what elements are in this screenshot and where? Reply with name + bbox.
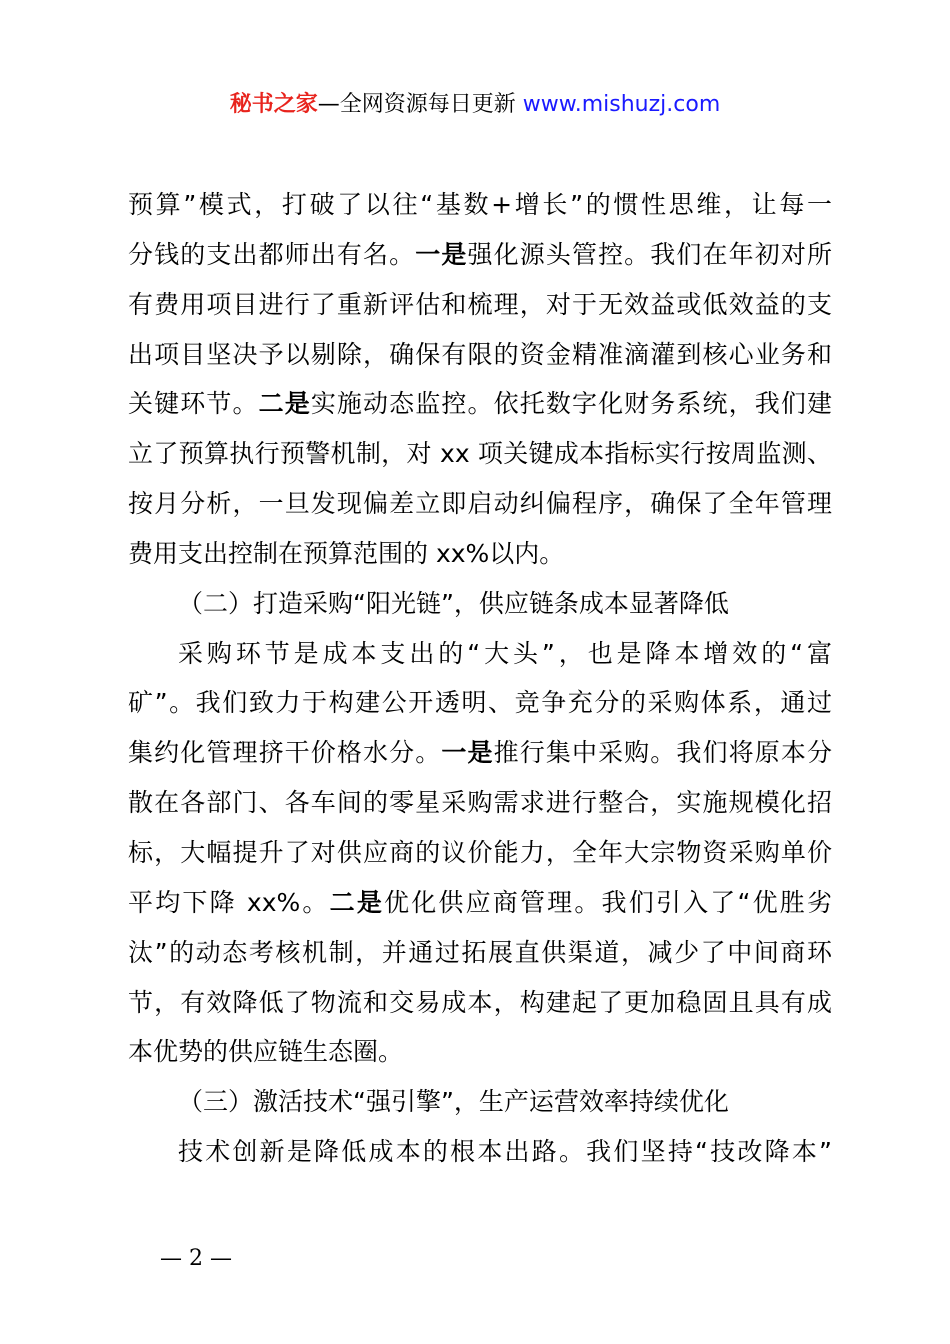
document-body <box>128 180 832 1177</box>
paragraph-line <box>128 978 832 1028</box>
paragraph-line <box>128 379 832 429</box>
brand-name: 秘书之家 <box>229 92 318 117</box>
paragraph-line <box>128 1027 832 1077</box>
text-segment: 实施动态监控。依托数字化财务系统，我们建 <box>310 389 832 419</box>
paragraph-line <box>128 429 832 479</box>
text-segment: 技术创新是降低成本的根本出路。我们坚持“技改降本” <box>178 1137 832 1167</box>
paragraph-line <box>128 280 832 330</box>
paragraph-line <box>128 629 832 679</box>
text-segment: 有费用项目进行了重新评估和梳理，对于无效益或低效益的支 <box>128 289 832 319</box>
paragraph-line <box>128 828 832 878</box>
text-segment: 采购环节是成本支出的“大头”，也是降本增效的“富 <box>178 638 832 668</box>
text-segment: 按月分析，一旦发现偏差立即启动纠偏程序，确保了全年管理 <box>128 489 832 519</box>
site-header <box>0 88 950 122</box>
text-segment: 出项目坚决予以剔除，确保有限的资金精准滴灌到核心业务和 <box>128 339 832 369</box>
emphasis-text: 二是 <box>329 887 385 917</box>
text-segment: 强化源头管控。我们在年初对所 <box>467 239 832 269</box>
paragraph-line <box>128 180 832 230</box>
paragraph-line <box>128 230 832 280</box>
text-segment: 关键环节。 <box>128 389 259 419</box>
paragraph-line <box>128 1127 832 1177</box>
header-tagline: —全网资源每日更新 <box>317 92 523 117</box>
text-segment: 推行集中采购。我们将原本分 <box>493 738 832 768</box>
text-segment: 矿”。我们致力于构建公开透明、竞争充分的采购体系，通过 <box>128 688 832 718</box>
paragraph-line <box>128 778 832 828</box>
paragraph-line <box>128 529 832 579</box>
emphasis-text: 一是 <box>441 738 494 768</box>
text-segment: 本优势的供应链生态圈。 <box>128 1037 404 1067</box>
emphasis-text: 一是 <box>415 239 468 269</box>
paragraph-line <box>128 678 832 728</box>
paragraph-line <box>128 728 832 778</box>
text-segment: 标，大幅提升了对供应商的议价能力，全年大宗物资采购单价 <box>128 837 832 867</box>
paragraph-line <box>128 479 832 529</box>
section-heading-line <box>128 1077 832 1127</box>
site-url-link[interactable]: www.mishuzj.com <box>522 92 721 117</box>
page-number: — 2 — <box>160 1246 232 1271</box>
text-segment: （二）打造采购“阳光链”，供应链条成本显著降低 <box>178 588 729 618</box>
text-segment: （三）激活技术“强引擎”，生产运营效率持续优化 <box>178 1087 729 1117</box>
paragraph-line <box>128 878 832 928</box>
section-heading-line <box>128 579 832 629</box>
text-segment: 节，有效降低了物流和交易成本，构建起了更加稳固且具有成 <box>128 987 832 1017</box>
text-segment: 平均下降 xx%。 <box>128 887 330 917</box>
text-segment: 集约化管理挤干价格水分。 <box>128 738 442 768</box>
text-segment: 散在各部门、各车间的零星采购需求进行整合，实施规模化招 <box>128 788 832 818</box>
paragraph-line <box>128 928 832 978</box>
text-segment: 优化供应商管理。我们引入了“优胜劣 <box>384 887 832 917</box>
emphasis-text: 二是 <box>258 389 311 419</box>
text-segment: 汰”的动态考核机制，并通过拓展直供渠道，减少了中间商环 <box>128 937 832 967</box>
text-segment: 分钱的支出都师出有名。 <box>128 239 416 269</box>
paragraph-line <box>128 330 832 380</box>
text-segment: 预算”模式，打破了以往“基数+增长”的惯性思维，让每一 <box>128 190 832 219</box>
text-segment: 立了预算执行预警机制，对 xx 项关键成本指标实行按周监测、 <box>128 439 832 469</box>
text-segment: 费用支出控制在预算范围的 xx%以内。 <box>128 538 565 568</box>
